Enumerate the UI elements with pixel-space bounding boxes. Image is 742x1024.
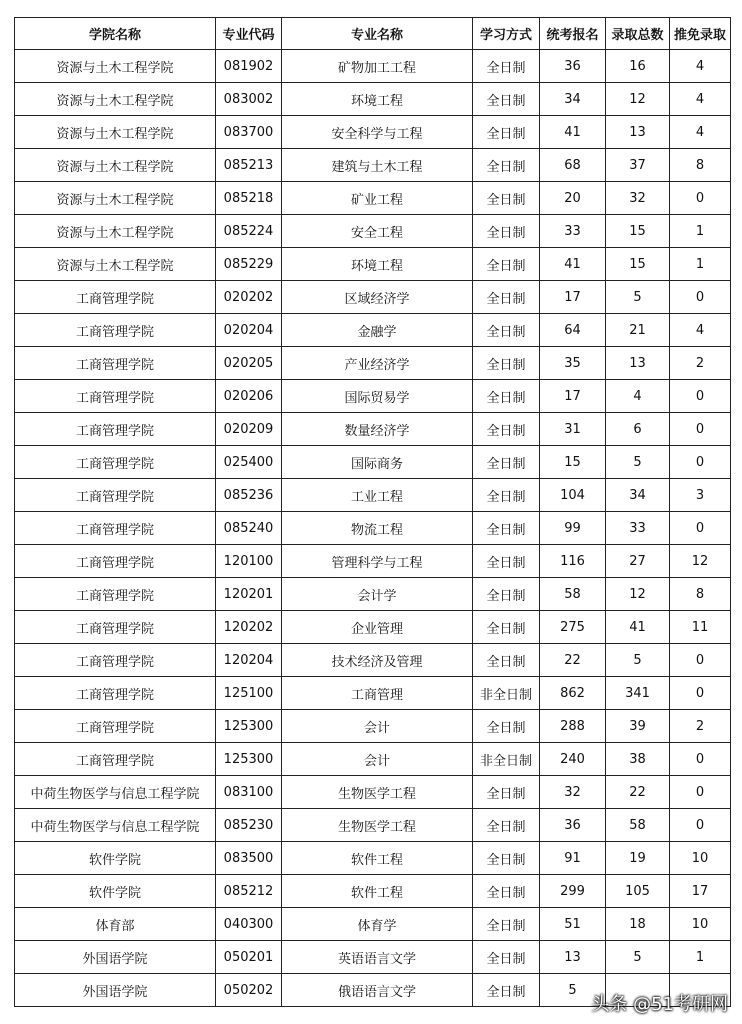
cell-recommended: 0 xyxy=(670,809,731,842)
header-major-code: 专业代码 xyxy=(216,18,282,50)
cell-recommended: 3 xyxy=(670,479,731,512)
cell-major-code: 120201 xyxy=(216,578,282,611)
cell-recommended: 0 xyxy=(670,380,731,413)
cell-applicants: 17 xyxy=(540,281,606,314)
cell-college: 中荷生物医学与信息工程学院 xyxy=(15,809,216,842)
table-body xyxy=(15,50,731,1007)
table-row xyxy=(15,182,731,215)
cell-college: 工商管理学院 xyxy=(15,479,216,512)
cell-college: 资源与土木工程学院 xyxy=(15,50,216,83)
table-row xyxy=(15,611,731,644)
cell-recommended: 4 xyxy=(670,83,731,116)
header-applicants: 统考报名 xyxy=(540,18,606,50)
cell-admitted-total: 16 xyxy=(606,50,670,83)
cell-study-mode: 全日制 xyxy=(473,314,540,347)
cell-applicants: 862 xyxy=(540,677,606,710)
table-row xyxy=(15,710,731,743)
cell-major-name: 国际贸易学 xyxy=(282,380,473,413)
cell-recommended: 11 xyxy=(670,611,731,644)
cell-major-code: 085236 xyxy=(216,479,282,512)
cell-admitted-total: 5 xyxy=(606,941,670,974)
header-admitted-total: 录取总数 xyxy=(606,18,670,50)
cell-major-name: 软件工程 xyxy=(282,875,473,908)
cell-college: 工商管理学院 xyxy=(15,710,216,743)
table-row xyxy=(15,347,731,380)
cell-major-name: 产业经济学 xyxy=(282,347,473,380)
cell-major-code: 085213 xyxy=(216,149,282,182)
cell-major-code: 083100 xyxy=(216,776,282,809)
cell-major-name: 体育学 xyxy=(282,908,473,941)
table-row xyxy=(15,149,731,182)
cell-recommended: 17 xyxy=(670,875,731,908)
cell-major-code: 083500 xyxy=(216,842,282,875)
cell-admitted-total: 5 xyxy=(606,281,670,314)
cell-major-code: 020205 xyxy=(216,347,282,380)
header-major-name: 专业名称 xyxy=(282,18,473,50)
cell-study-mode: 全日制 xyxy=(473,908,540,941)
header-college: 学院名称 xyxy=(15,18,216,50)
cell-study-mode: 全日制 xyxy=(473,611,540,644)
cell-applicants: 99 xyxy=(540,512,606,545)
cell-study-mode: 全日制 xyxy=(473,182,540,215)
cell-applicants: 91 xyxy=(540,842,606,875)
cell-admitted-total: 105 xyxy=(606,875,670,908)
cell-applicants: 22 xyxy=(540,644,606,677)
cell-major-code: 085230 xyxy=(216,809,282,842)
table-row xyxy=(15,50,731,83)
table-row xyxy=(15,116,731,149)
cell-college: 外国语学院 xyxy=(15,974,216,1007)
cell-major-code: 085240 xyxy=(216,512,282,545)
table-row xyxy=(15,677,731,710)
cell-applicants: 58 xyxy=(540,578,606,611)
cell-major-code: 085229 xyxy=(216,248,282,281)
cell-major-name: 环境工程 xyxy=(282,248,473,281)
cell-applicants: 240 xyxy=(540,743,606,776)
cell-major-name: 企业管理 xyxy=(282,611,473,644)
cell-study-mode: 全日制 xyxy=(473,347,540,380)
cell-applicants: 32 xyxy=(540,776,606,809)
cell-major-code: 085212 xyxy=(216,875,282,908)
cell-study-mode: 全日制 xyxy=(473,281,540,314)
cell-applicants: 275 xyxy=(540,611,606,644)
cell-study-mode: 非全日制 xyxy=(473,743,540,776)
cell-admitted-total: 34 xyxy=(606,479,670,512)
cell-recommended: 1 xyxy=(670,248,731,281)
cell-major-name: 俄语语言文学 xyxy=(282,974,473,1007)
cell-major-name: 建筑与土木工程 xyxy=(282,149,473,182)
table-row xyxy=(15,479,731,512)
cell-applicants: 36 xyxy=(540,50,606,83)
cell-study-mode: 全日制 xyxy=(473,116,540,149)
cell-admitted-total: 33 xyxy=(606,512,670,545)
cell-study-mode: 全日制 xyxy=(473,842,540,875)
cell-college: 体育部 xyxy=(15,908,216,941)
cell-college: 工商管理学院 xyxy=(15,446,216,479)
cell-major-code: 125300 xyxy=(216,743,282,776)
cell-study-mode: 全日制 xyxy=(473,446,540,479)
table-row xyxy=(15,578,731,611)
cell-applicants: 15 xyxy=(540,446,606,479)
table-row xyxy=(15,281,731,314)
cell-admitted-total: 13 xyxy=(606,116,670,149)
cell-study-mode: 全日制 xyxy=(473,809,540,842)
cell-major-name: 金融学 xyxy=(282,314,473,347)
cell-recommended: 12 xyxy=(670,545,731,578)
cell-recommended: 4 xyxy=(670,50,731,83)
cell-study-mode: 全日制 xyxy=(473,875,540,908)
cell-college: 工商管理学院 xyxy=(15,644,216,677)
cell-recommended: 2 xyxy=(670,710,731,743)
cell-applicants: 104 xyxy=(540,479,606,512)
cell-major-name: 工业工程 xyxy=(282,479,473,512)
cell-college: 工商管理学院 xyxy=(15,743,216,776)
cell-recommended: 0 xyxy=(670,644,731,677)
cell-college: 软件学院 xyxy=(15,842,216,875)
cell-major-name: 软件工程 xyxy=(282,842,473,875)
cell-major-name: 工商管理 xyxy=(282,677,473,710)
table-row xyxy=(15,842,731,875)
table-row xyxy=(15,875,731,908)
table-row xyxy=(15,776,731,809)
cell-admitted-total: 22 xyxy=(606,776,670,809)
table-row xyxy=(15,908,731,941)
cell-college: 工商管理学院 xyxy=(15,314,216,347)
cell-major-name: 技术经济及管理 xyxy=(282,644,473,677)
table-row xyxy=(15,83,731,116)
table-header-row xyxy=(15,18,731,50)
cell-applicants: 36 xyxy=(540,809,606,842)
cell-applicants: 299 xyxy=(540,875,606,908)
cell-recommended: 0 xyxy=(670,677,731,710)
cell-college: 中荷生物医学与信息工程学院 xyxy=(15,776,216,809)
cell-major-code: 050201 xyxy=(216,941,282,974)
cell-college: 资源与土木工程学院 xyxy=(15,248,216,281)
cell-major-code: 081902 xyxy=(216,50,282,83)
cell-major-code: 120204 xyxy=(216,644,282,677)
cell-college: 工商管理学院 xyxy=(15,545,216,578)
cell-admitted-total: 39 xyxy=(606,710,670,743)
cell-major-name: 管理科学与工程 xyxy=(282,545,473,578)
cell-applicants: 17 xyxy=(540,380,606,413)
cell-college: 工商管理学院 xyxy=(15,611,216,644)
cell-recommended: 0 xyxy=(670,182,731,215)
cell-study-mode: 非全日制 xyxy=(473,677,540,710)
cell-major-name: 英语语言文学 xyxy=(282,941,473,974)
header-study-mode: 学习方式 xyxy=(473,18,540,50)
cell-college: 资源与土木工程学院 xyxy=(15,149,216,182)
cell-study-mode: 全日制 xyxy=(473,644,540,677)
table-row xyxy=(15,512,731,545)
table-row xyxy=(15,248,731,281)
cell-college: 工商管理学院 xyxy=(15,512,216,545)
cell-major-name: 安全科学与工程 xyxy=(282,116,473,149)
cell-study-mode: 全日制 xyxy=(473,50,540,83)
cell-college: 工商管理学院 xyxy=(15,281,216,314)
cell-college: 资源与土木工程学院 xyxy=(15,116,216,149)
cell-major-code: 125300 xyxy=(216,710,282,743)
cell-applicants: 35 xyxy=(540,347,606,380)
cell-admitted-total: 5 xyxy=(606,644,670,677)
cell-applicants: 5 xyxy=(540,974,606,1007)
cell-major-code: 020209 xyxy=(216,413,282,446)
cell-study-mode: 全日制 xyxy=(473,974,540,1007)
cell-major-code: 120100 xyxy=(216,545,282,578)
cell-college: 工商管理学院 xyxy=(15,677,216,710)
cell-major-code: 025400 xyxy=(216,446,282,479)
cell-college: 外国语学院 xyxy=(15,941,216,974)
cell-admitted-total: 12 xyxy=(606,83,670,116)
cell-applicants: 68 xyxy=(540,149,606,182)
cell-applicants: 33 xyxy=(540,215,606,248)
cell-recommended: 0 xyxy=(670,776,731,809)
cell-applicants: 51 xyxy=(540,908,606,941)
cell-major-code: 020206 xyxy=(216,380,282,413)
cell-admitted-total: 32 xyxy=(606,182,670,215)
cell-study-mode: 全日制 xyxy=(473,710,540,743)
cell-major-name: 环境工程 xyxy=(282,83,473,116)
cell-major-name: 会计 xyxy=(282,743,473,776)
cell-college: 工商管理学院 xyxy=(15,380,216,413)
cell-major-name: 国际商务 xyxy=(282,446,473,479)
cell-college: 工商管理学院 xyxy=(15,413,216,446)
cell-admitted-total: 341 xyxy=(606,677,670,710)
table-row xyxy=(15,545,731,578)
cell-major-code: 040300 xyxy=(216,908,282,941)
cell-major-code: 083002 xyxy=(216,83,282,116)
table-row xyxy=(15,446,731,479)
cell-study-mode: 全日制 xyxy=(473,215,540,248)
cell-recommended: 0 xyxy=(670,512,731,545)
cell-study-mode: 全日制 xyxy=(473,380,540,413)
table-row xyxy=(15,941,731,974)
cell-major-code: 083700 xyxy=(216,116,282,149)
cell-major-code: 085218 xyxy=(216,182,282,215)
table-row xyxy=(15,413,731,446)
cell-study-mode: 全日制 xyxy=(473,776,540,809)
cell-admitted-total: 38 xyxy=(606,743,670,776)
cell-college: 工商管理学院 xyxy=(15,347,216,380)
cell-major-code: 125100 xyxy=(216,677,282,710)
cell-college: 资源与土木工程学院 xyxy=(15,83,216,116)
cell-applicants: 31 xyxy=(540,413,606,446)
cell-recommended: 8 xyxy=(670,149,731,182)
cell-admitted-total: 58 xyxy=(606,809,670,842)
cell-major-name: 矿业工程 xyxy=(282,182,473,215)
cell-study-mode: 全日制 xyxy=(473,413,540,446)
cell-admitted-total: 18 xyxy=(606,908,670,941)
cell-recommended: 1 xyxy=(670,215,731,248)
admissions-table xyxy=(14,17,731,1007)
cell-applicants: 64 xyxy=(540,314,606,347)
cell-admitted-total: 41 xyxy=(606,611,670,644)
cell-study-mode: 全日制 xyxy=(473,941,540,974)
table-row xyxy=(15,314,731,347)
cell-study-mode: 全日制 xyxy=(473,248,540,281)
cell-applicants: 116 xyxy=(540,545,606,578)
cell-major-code: 085224 xyxy=(216,215,282,248)
cell-major-name: 数量经济学 xyxy=(282,413,473,446)
table-row xyxy=(15,644,731,677)
cell-study-mode: 全日制 xyxy=(473,149,540,182)
cell-major-code: 020204 xyxy=(216,314,282,347)
cell-major-code: 020202 xyxy=(216,281,282,314)
cell-admitted-total: 15 xyxy=(606,248,670,281)
cell-applicants: 41 xyxy=(540,116,606,149)
cell-admitted-total: 19 xyxy=(606,842,670,875)
cell-admitted-total: 6 xyxy=(606,413,670,446)
cell-applicants: 41 xyxy=(540,248,606,281)
cell-applicants: 20 xyxy=(540,182,606,215)
cell-admitted-total: 13 xyxy=(606,347,670,380)
cell-recommended: 4 xyxy=(670,116,731,149)
cell-major-name: 安全工程 xyxy=(282,215,473,248)
cell-applicants: 13 xyxy=(540,941,606,974)
cell-admitted-total: 5 xyxy=(606,446,670,479)
cell-recommended: 0 xyxy=(670,281,731,314)
cell-study-mode: 全日制 xyxy=(473,479,540,512)
cell-recommended: 8 xyxy=(670,578,731,611)
cell-major-name: 物流工程 xyxy=(282,512,473,545)
cell-college: 资源与土木工程学院 xyxy=(15,215,216,248)
cell-major-name: 会计学 xyxy=(282,578,473,611)
cell-major-name: 会计 xyxy=(282,710,473,743)
cell-study-mode: 全日制 xyxy=(473,578,540,611)
cell-recommended: 0 xyxy=(670,446,731,479)
cell-major-name: 生物医学工程 xyxy=(282,809,473,842)
cell-admitted-total: 4 xyxy=(606,380,670,413)
cell-major-code: 050202 xyxy=(216,974,282,1007)
cell-admitted-total: 15 xyxy=(606,215,670,248)
cell-applicants: 288 xyxy=(540,710,606,743)
cell-college: 工商管理学院 xyxy=(15,578,216,611)
cell-recommended: 4 xyxy=(670,314,731,347)
cell-study-mode: 全日制 xyxy=(473,545,540,578)
cell-college: 软件学院 xyxy=(15,875,216,908)
cell-major-code: 120202 xyxy=(216,611,282,644)
cell-study-mode: 全日制 xyxy=(473,83,540,116)
cell-study-mode: 全日制 xyxy=(473,512,540,545)
cell-college: 资源与土木工程学院 xyxy=(15,182,216,215)
cell-recommended: 10 xyxy=(670,908,731,941)
cell-recommended: 1 xyxy=(670,941,731,974)
cell-recommended: 0 xyxy=(670,743,731,776)
cell-recommended: 0 xyxy=(670,413,731,446)
cell-applicants: 34 xyxy=(540,83,606,116)
watermark: 头条 @51考研网 xyxy=(591,994,728,1015)
cell-major-name: 生物医学工程 xyxy=(282,776,473,809)
cell-recommended: 10 xyxy=(670,842,731,875)
cell-admitted-total: 12 xyxy=(606,578,670,611)
cell-recommended: 2 xyxy=(670,347,731,380)
cell-admitted-total: 37 xyxy=(606,149,670,182)
table-row xyxy=(15,380,731,413)
cell-admitted-total: 27 xyxy=(606,545,670,578)
table-row xyxy=(15,809,731,842)
table-row xyxy=(15,215,731,248)
cell-major-name: 区域经济学 xyxy=(282,281,473,314)
header-recommended: 推免录取 xyxy=(670,18,731,50)
table-row xyxy=(15,743,731,776)
cell-admitted-total: 21 xyxy=(606,314,670,347)
cell-major-name: 矿物加工工程 xyxy=(282,50,473,83)
